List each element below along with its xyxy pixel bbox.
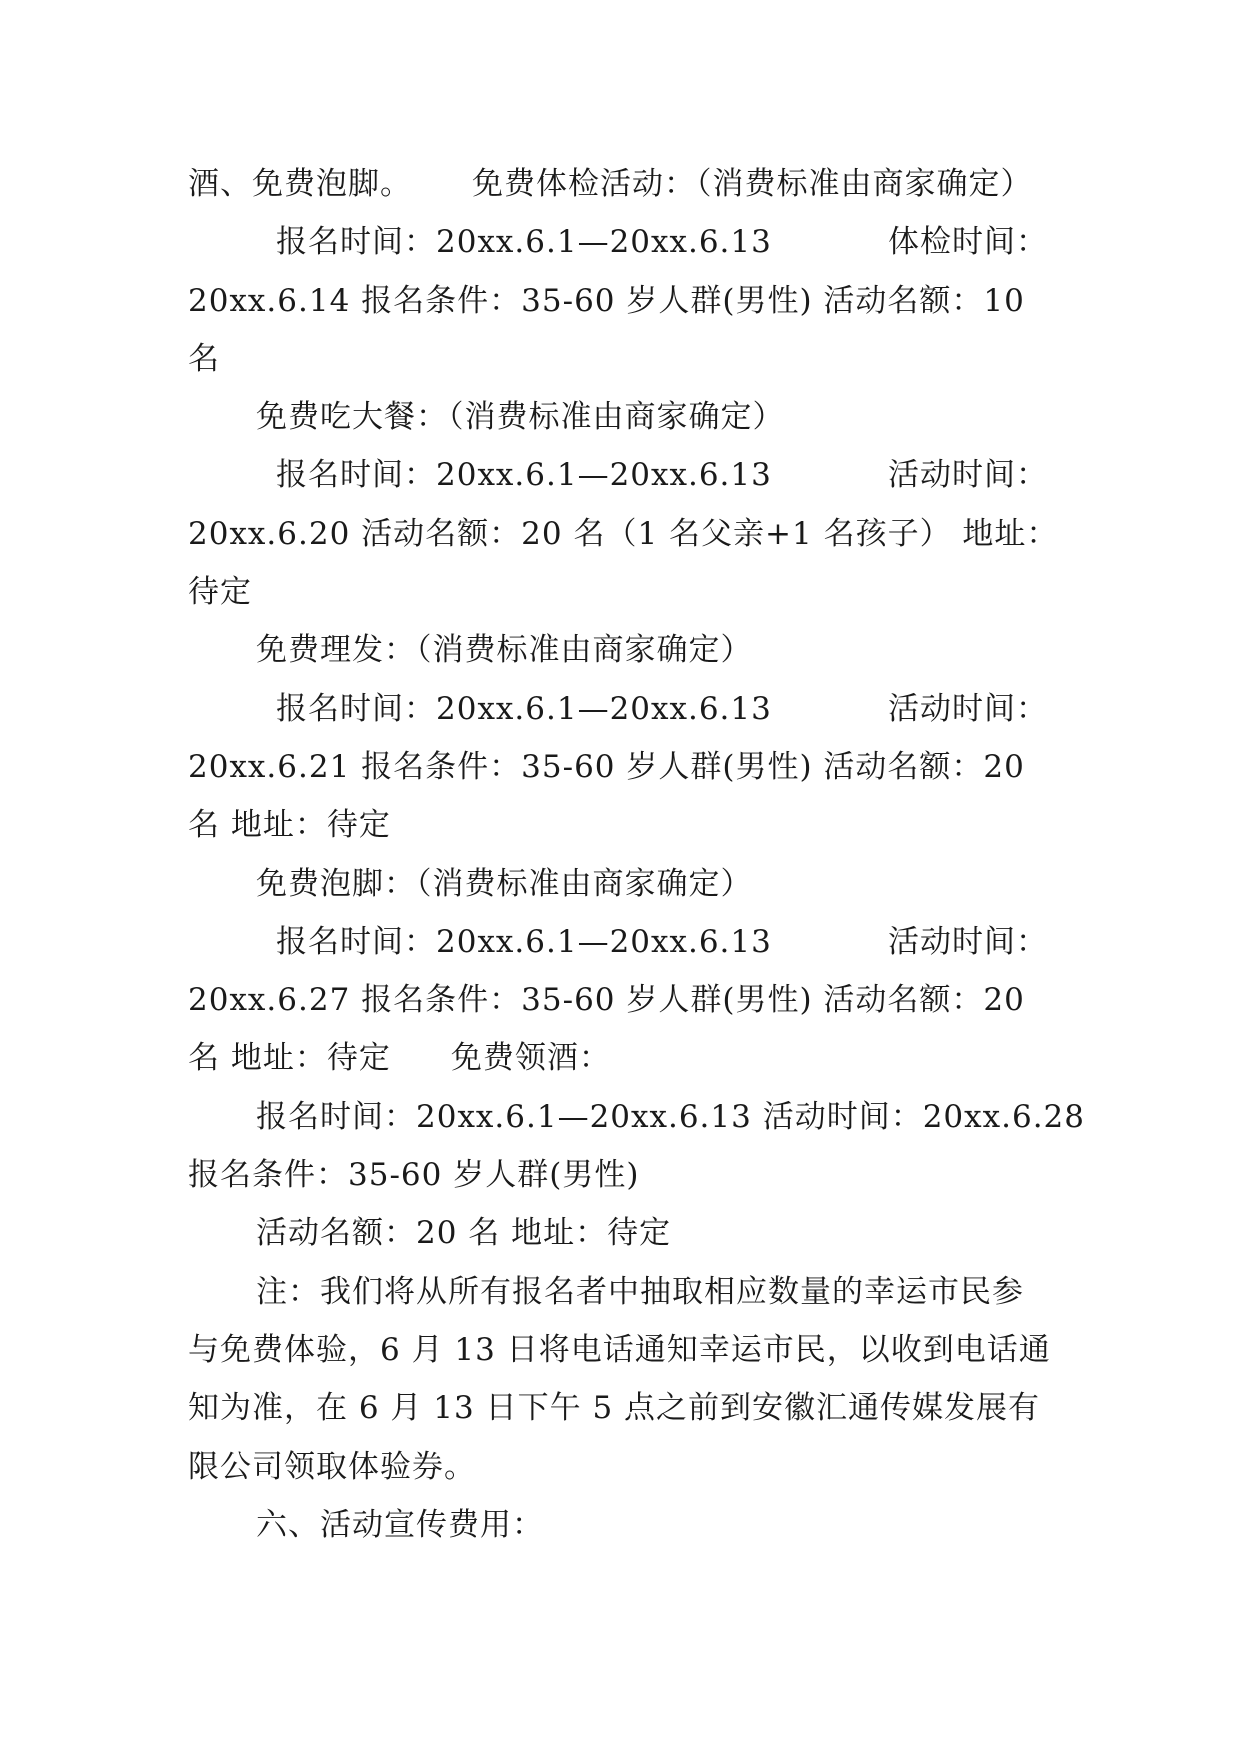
text-segment: 活动时间：	[888, 690, 1048, 727]
text-line: 免费理发：（消费标准由商家确定）	[256, 632, 753, 669]
text-segment: 免费体检活动：（消费标准由商家确定）	[472, 166, 1033, 202]
text-segment: 报名时间：20xx.6.1—20xx.6.13	[276, 690, 772, 727]
text-line: 20xx.6.21 报名条件：35-60 岁人群(男性) 活动名额：20	[188, 748, 1025, 785]
text-segment: 活动时间：	[888, 457, 1048, 494]
text-segment: 体检时间：	[888, 224, 1048, 261]
text-line: 注：我们将从所有报名者中抽取相应数量的幸运市民参	[256, 1273, 1024, 1310]
text-line	[188, 155, 1048, 213]
text-line: 名	[188, 340, 220, 377]
text-line: 免费吃大餐：（消费标准由商家确定）	[256, 399, 785, 436]
text-line: 20xx.6.20 活动名额：20 名（1 名父亲+1 名孩子） 地址：	[188, 515, 1059, 552]
text-line	[188, 213, 1048, 271]
text-segment: 报名时间：20xx.6.1—20xx.6.13	[276, 224, 772, 261]
document-body	[188, 155, 1085, 1554]
text-segment: 酒、免费泡脚。	[188, 166, 412, 202]
text-line: 报名条件：35-60 岁人群(男性)	[188, 1157, 640, 1194]
text-line	[188, 913, 1048, 971]
text-line: 待定	[188, 574, 252, 611]
text-segment: 报名时间：20xx.6.1—20xx.6.13	[276, 923, 772, 960]
text-line: 限公司领取体验券。	[188, 1448, 476, 1485]
text-line: 活动名额：20 名 地址：待定	[256, 1215, 672, 1252]
text-line: 名 地址：待定	[188, 807, 391, 844]
section-heading: 六、活动宣传费用：	[256, 1506, 544, 1543]
text-line: 报名时间：20xx.6.1—20xx.6.13 活动时间：20xx.6.28	[256, 1098, 1085, 1135]
text-segment: 名 地址：待定	[188, 1040, 391, 1077]
text-line: 知为准，在 6 月 13 日下午 5 点之前到安徽汇通传媒发展有	[188, 1390, 1041, 1427]
text-line	[188, 1029, 1048, 1087]
text-line: 免费泡脚：（消费标准由商家确定）	[256, 865, 753, 902]
text-line	[188, 446, 1048, 504]
text-line: 与免费体验，6 月 13 日将电话通知幸运市民，以收到电话通	[188, 1331, 1051, 1368]
text-line: 20xx.6.27 报名条件：35-60 岁人群(男性) 活动名额：20	[188, 982, 1025, 1019]
text-line: 20xx.6.14 报名条件：35-60 岁人群(男性) 活动名额：10	[188, 282, 1025, 319]
text-line	[188, 680, 1048, 738]
text-segment: 免费领酒：	[450, 1040, 611, 1077]
text-segment: 活动时间：	[888, 923, 1048, 960]
text-segment: 报名时间：20xx.6.1—20xx.6.13	[276, 457, 772, 494]
